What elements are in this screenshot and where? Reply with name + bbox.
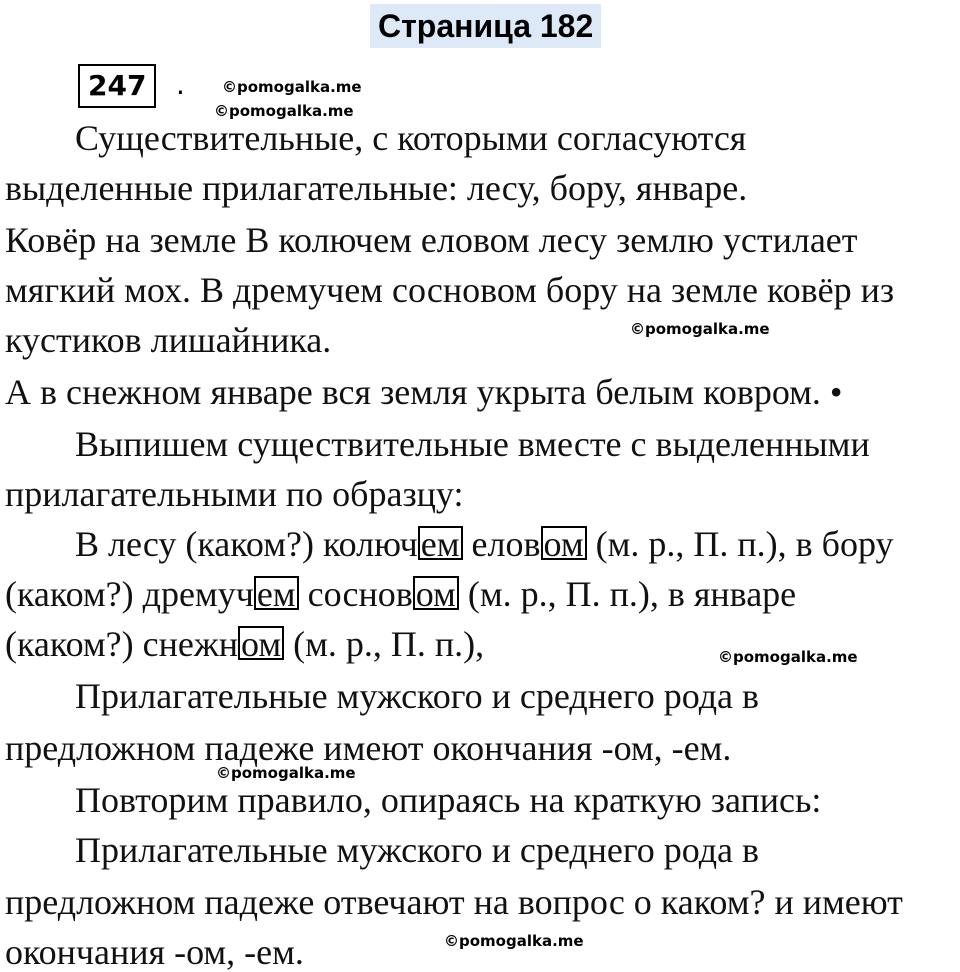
watermark: ©pomogalka.me — [444, 932, 584, 950]
example-text: (каком?) снежн — [5, 624, 238, 664]
text-line: кустиков лишайника. — [5, 320, 332, 360]
exercise-number: 247 — [88, 69, 147, 102]
example-text: соснов — [298, 574, 413, 614]
example-line — [5, 626, 484, 662]
exercise-number-box — [78, 64, 156, 108]
ending-box: ом — [238, 626, 284, 660]
text-line: выделенные прилагательные: лесу, бору, январе. — [5, 168, 748, 208]
text-line: предложном падеже отвечают на вопрос о каком? и имеют — [5, 882, 903, 922]
text-line: Выпишем существительные вместе с выделенными — [75, 424, 870, 464]
example-line — [5, 576, 796, 612]
watermark: ©pomogalka.me — [630, 320, 770, 338]
text-line: Ковёр на земле В колючем еловом лесу землю устилает — [5, 220, 858, 260]
text-line: прилагательными по образцу: — [5, 474, 464, 514]
ending-box: ом — [541, 526, 587, 560]
text-line: предложном падеже имеют окончания -ом, -ем. — [5, 728, 732, 768]
text-line: А в снежном январе вся земля укрыта белым ковром. • — [5, 372, 843, 412]
example-text: елов — [462, 524, 541, 564]
watermark: ©pomogalka.me — [214, 102, 354, 120]
text-line: окончания -ом, -ем. — [5, 932, 304, 972]
example-text: (каком?) дремуч — [5, 574, 254, 614]
exercise-number-dot: . — [176, 68, 185, 101]
watermark: ©pomogalka.me — [216, 764, 356, 782]
ending-box: ем — [254, 576, 299, 610]
ending-box: ом — [413, 576, 459, 610]
text-line: Существительные, с которыми согласуются — [75, 118, 747, 158]
text-line: Прилагательные мужского и среднего рода в — [75, 676, 760, 716]
text-line: Прилагательные мужского и среднего рода в — [75, 830, 760, 870]
example-text: (м. р., П. п.), — [284, 624, 485, 664]
text-line: Повторим правило, опираясь на краткую запись: — [75, 780, 822, 820]
page-title: Страница 182 — [378, 8, 594, 44]
example-text: (м. р., П. п.), в январе — [458, 574, 797, 614]
example-line — [75, 526, 893, 562]
page-title-highlight — [370, 4, 601, 48]
ending-box: ем — [418, 526, 463, 560]
example-text: (м. р., П. п.), в бору — [586, 524, 894, 564]
example-text: В лесу (каком?) колюч — [75, 524, 418, 564]
text-line: мягкий мох. В дремучем сосновом бору на земле ковёр из — [5, 270, 895, 310]
watermark: ©pomogalka.me — [222, 78, 362, 96]
watermark: ©pomogalka.me — [718, 648, 858, 666]
